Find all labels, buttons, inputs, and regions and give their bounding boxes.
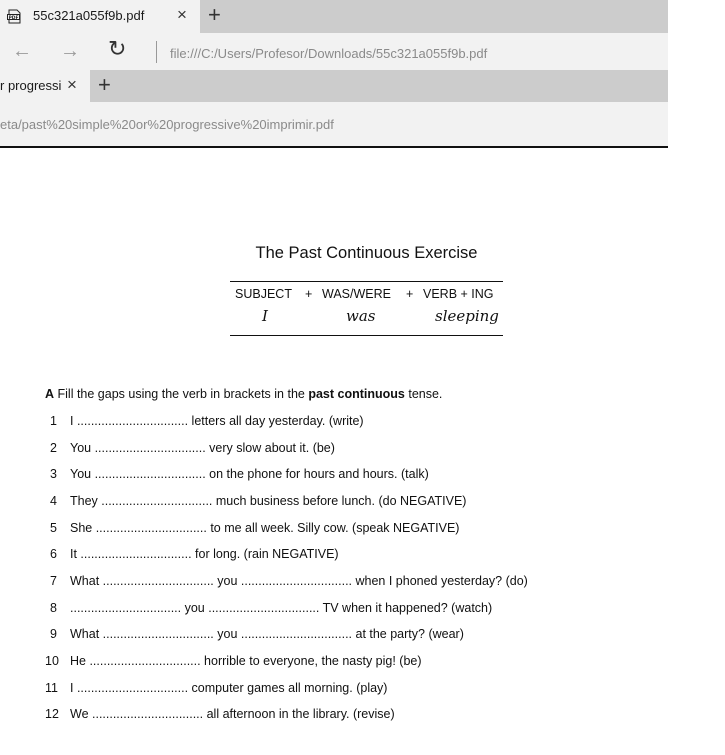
item-text: I ................................ computer games all morning. (play)	[70, 681, 388, 695]
section-letter: A	[45, 387, 55, 401]
formula-was-were: WAS/WERE	[322, 287, 391, 301]
item-number: 12	[45, 707, 59, 721]
item-number: 3	[50, 467, 57, 481]
instruction-bold: past continuous	[308, 387, 405, 401]
item-number: 2	[50, 441, 57, 455]
new-tab-button[interactable]: +	[98, 72, 111, 97]
nav-separator	[156, 41, 157, 63]
item-number: 1	[50, 414, 57, 428]
item-text: ................................ you ................................ TV when it happened? (watch)	[70, 601, 493, 615]
item-number: 5	[50, 521, 57, 535]
item-text: What ................................ you ................................ at the party? (wear)	[70, 627, 464, 641]
back-arrow-icon[interactable]: ←	[12, 40, 32, 62]
formula-verb-ing: VERB + ING	[423, 287, 494, 301]
item-text: She ................................ to me all week. Silly cow. (speak NEGATIVE)	[70, 521, 460, 535]
item-text: I ................................ letters all day yesterday. (write)	[70, 414, 364, 428]
exercise-item	[45, 627, 464, 643]
exercise-item	[45, 654, 422, 670]
item-text: You ................................ very slow about it. (be)	[70, 441, 335, 455]
item-number: 7	[50, 574, 57, 588]
page-title: The Past Continuous Exercise	[255, 244, 478, 262]
new-tab-button[interactable]: +	[208, 2, 221, 27]
exercise-item	[45, 414, 364, 430]
exercise-item	[45, 601, 492, 617]
exercise-item	[45, 574, 528, 590]
pdf-icon	[7, 9, 22, 24]
nav-bar-2	[0, 102, 668, 148]
formula-plus: +	[406, 287, 414, 301]
refresh-icon[interactable]: ↻	[108, 36, 127, 61]
exercise-item	[45, 547, 339, 563]
item-text: You ................................ on the phone for hours and hours. (talk)	[70, 467, 429, 481]
tab-bar-2	[0, 70, 668, 102]
tab-pdf-2[interactable]	[0, 70, 90, 102]
item-text: What ................................ you ................................ when I phoned yesterday? (do)	[70, 574, 528, 588]
close-tab-icon[interactable]: ×	[177, 5, 187, 24]
formula-subject: SUBJECT	[235, 287, 292, 301]
example-verb: sleeping	[435, 307, 499, 325]
instruction-text-end: tense.	[404, 387, 443, 401]
address-bar[interactable]: eta/past%20simple%20or%20progressive%20imprimir.pdf	[0, 117, 334, 132]
close-tab-icon[interactable]: ×	[67, 75, 77, 94]
instruction-text: Fill the gaps using the verb in brackets in the	[54, 387, 309, 401]
svg-text:PDF: PDF	[8, 15, 19, 21]
example-subject: I	[262, 307, 268, 325]
exercise-item	[45, 521, 459, 537]
exercise-item	[45, 441, 335, 457]
tab-title: r progressi	[0, 78, 62, 93]
exercise-item	[45, 467, 429, 483]
item-number: 8	[50, 601, 57, 615]
item-number: 10	[45, 654, 59, 668]
instruction	[45, 387, 442, 401]
tab-title: 55c321a055f9b.pdf	[33, 8, 145, 23]
item-number: 11	[45, 681, 58, 695]
example-was: was	[346, 307, 376, 325]
exercise-item	[45, 681, 387, 697]
item-number: 4	[50, 494, 57, 508]
item-number: 9	[50, 627, 57, 641]
forward-arrow-icon[interactable]: →	[60, 40, 80, 62]
pdf-document	[0, 148, 725, 755]
item-text: He ................................ horrible to everyone, the nasty pig! (be)	[70, 654, 422, 668]
item-text: They ................................ much business before lunch. (do NEGATIVE)	[70, 494, 467, 508]
item-text: We ................................ all afternoon in the library. (revise)	[70, 707, 395, 721]
item-number: 6	[50, 547, 57, 561]
nav-bar-1	[0, 33, 668, 70]
formula-plus: +	[305, 287, 313, 301]
address-bar[interactable]: file:///C:/Users/Profesor/Downloads/55c321a055f9b.pdf	[170, 46, 488, 61]
exercise-item	[45, 707, 395, 723]
exercise-item	[45, 494, 466, 510]
formula-box	[230, 281, 503, 336]
tab-pdf-1[interactable]	[0, 0, 200, 33]
tab-bar-1	[0, 0, 668, 33]
item-text: It ................................ for long. (rain NEGATIVE)	[70, 547, 339, 561]
